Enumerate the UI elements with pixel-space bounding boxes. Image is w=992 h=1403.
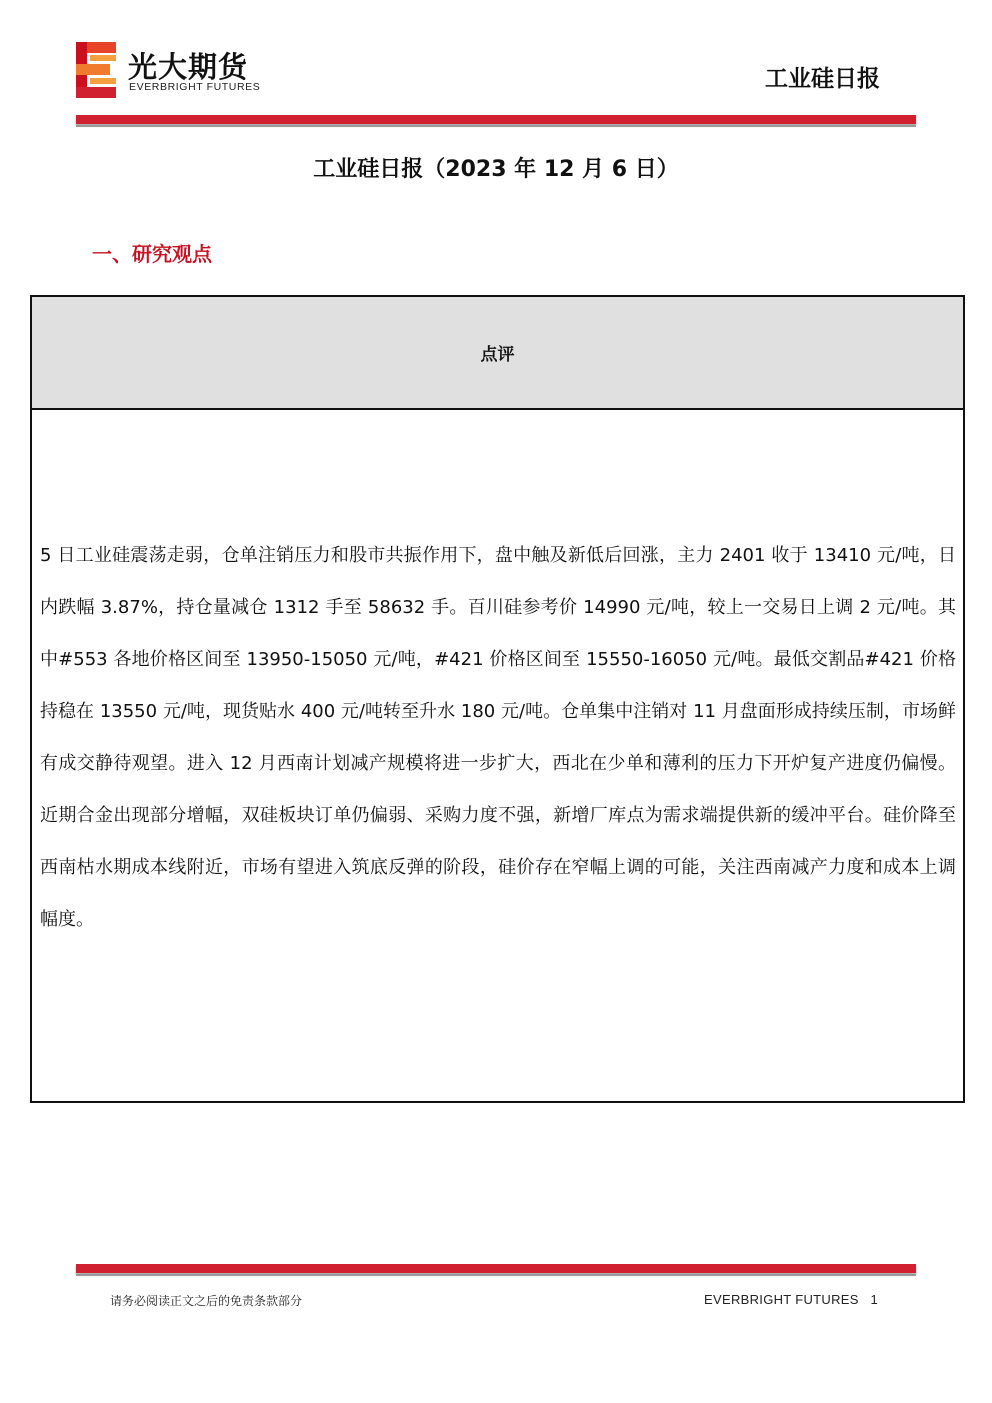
everbright-logo-icon [76,42,120,98]
commentary-table-header [32,297,963,410]
header-divider [76,115,916,124]
footer-company: EVERBRIGHT FUTURES [704,1292,859,1307]
section-heading: 一、研究观点 [92,242,212,266]
company-logo [76,42,286,98]
table-header-label: 点评 [480,345,515,365]
commentary-text: 5 日工业硅震荡走弱，仓单注销压力和股市共振作用下，盘中触及新低后回涨，主力 2401 收于 13410 元/吨，日内跌幅 3.87%，持仓量减仓 1312 手至 58632 手。百川硅参考价 14990 元/吨，较上一交易日上调 2 元/吨。其中#553 各地价格区间至 13950-15050 元/吨，#421 价格区间至 15550-16050 元/吨。最低交割品#421 价格持稳在 13550 元/吨，现货贴水 400 元/吨转至升水 180 元/吨。仓单集中注销对 11 月盘面形成持续压制，市场鲜有成交静待观望。进入 12 月西南计划减产规模将进一步扩大，西北在少单和薄利的压力下开炉复产进度仍偏慢。近期合金出现部分增幅，双硅板块订单仍偏弱、采购力度不强，新增厂库点为需求端提供新的缓冲平台。硅价降至西南枯水期成本线附近，市场有望进入筑底反弹的阶段，硅价存在窄幅上调的可能，关注西南减产力度和成本上调幅度。 [40,545,956,930]
document-title: 工业硅日报（2023 年 12 月 6 日） [313,157,679,182]
disclaimer-note: 请务必阅读正文之后的免责条款部分 [110,1294,303,1308]
header-divider-shadow [76,125,916,127]
footer-divider [76,1264,916,1273]
commentary-table [30,295,965,1103]
report-name: 工业硅日报 [765,66,880,92]
page-number: 1 [870,1292,878,1307]
logo-chinese-name: 光大期货 [128,50,249,84]
footer-divider-shadow [76,1274,916,1276]
logo-english-name: EVERBRIGHT FUTURES [129,81,261,93]
footer-company-page [704,1292,878,1307]
